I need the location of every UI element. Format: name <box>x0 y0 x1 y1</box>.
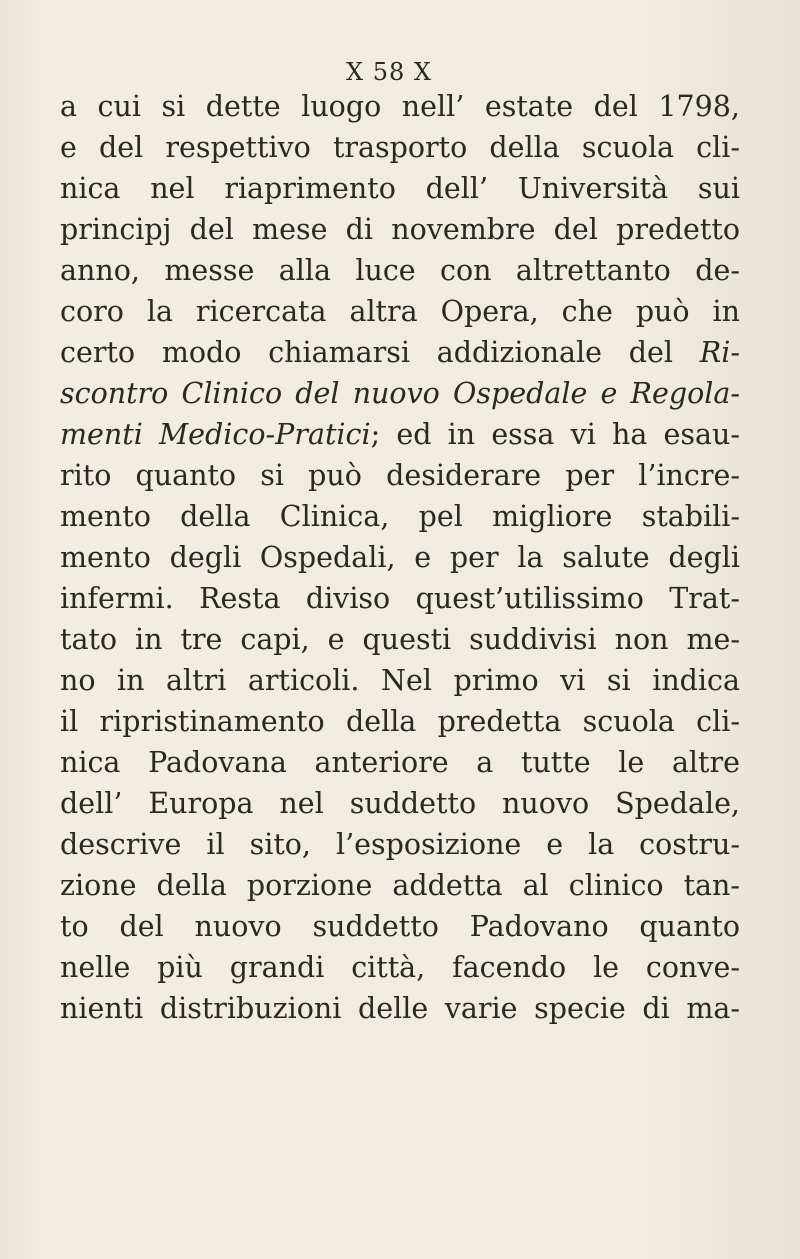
text-segment: nica Padovana anteriore a tutte le altre <box>60 746 740 779</box>
body-text <box>60 86 740 1029</box>
text-segment: nelle più grandi città, facendo le conve- <box>60 951 740 984</box>
text-segment: il ripristinamento della predetta scuola cli- <box>60 705 740 738</box>
text-segment: zione della porzione addetta al clinico tan- <box>60 869 740 902</box>
text-segment: no in altri articoli. Nel primo vi si indica <box>60 664 740 697</box>
text-line <box>60 168 740 209</box>
page-number: X 58 X <box>346 58 432 86</box>
text-line <box>60 783 740 824</box>
italic-text-segment: menti Medico-Pratici <box>60 418 371 451</box>
text-segment: principj del mese di novembre del predetto <box>60 213 740 246</box>
text-line <box>60 906 740 947</box>
text-segment: nienti distribuzioni delle varie specie di ma- <box>60 992 740 1025</box>
text-line <box>60 742 740 783</box>
text-segment: infermi. Resta diviso quest’utilissimo Trat- <box>60 582 740 615</box>
text-line <box>60 250 740 291</box>
text-line <box>60 373 740 414</box>
italic-text-segment: Ri- <box>699 336 740 369</box>
text-segment: rito quanto si può desiderare per l’incre- <box>60 459 740 492</box>
text-line <box>60 414 740 455</box>
text-segment: mento degli Ospedali, e per la salute degli <box>60 541 740 574</box>
text-line <box>60 578 740 619</box>
text-line <box>60 127 740 168</box>
text-segment: a cui si dette luogo nell’ estate del 1798, <box>60 90 740 123</box>
text-segment: certo modo chiamarsi addizionale del <box>60 336 700 369</box>
text-line <box>60 455 740 496</box>
text-segment: e del respettivo trasporto della scuola cli- <box>60 131 740 164</box>
text-line <box>60 496 740 537</box>
text-segment: anno, messe alla luce con altrettanto de- <box>60 254 740 287</box>
text-segment: coro la ricercata altra Opera, che può in <box>60 295 740 328</box>
text-line <box>60 86 740 127</box>
italic-text-segment: scontro Clinico del nuovo Ospedale e Regola- <box>60 377 740 410</box>
text-line <box>60 947 740 988</box>
text-line <box>60 209 740 250</box>
text-line <box>60 291 740 332</box>
text-segment: dell’ Europa nel suddetto nuovo Spedale, <box>60 787 740 820</box>
text-segment: to del nuovo suddetto Padovano quanto <box>60 910 740 943</box>
text-line <box>60 865 740 906</box>
text-segment: tato in tre capi, e questi suddivisi non me- <box>60 623 740 656</box>
text-line <box>60 988 740 1029</box>
text-segment: descrive il sito, l’esposizione e la costru- <box>60 828 740 861</box>
text-segment: ; ed in essa vi ha esau- <box>370 418 740 451</box>
text-line <box>60 660 740 701</box>
text-segment: mento della Clinica, pel migliore stabili- <box>60 500 740 533</box>
page-header <box>0 58 800 86</box>
text-line <box>60 619 740 660</box>
text-segment: nica nel riaprimento dell’ Università sui <box>60 172 740 205</box>
text-line <box>60 701 740 742</box>
text-line <box>60 824 740 865</box>
text-line <box>60 332 740 373</box>
text-line <box>60 537 740 578</box>
